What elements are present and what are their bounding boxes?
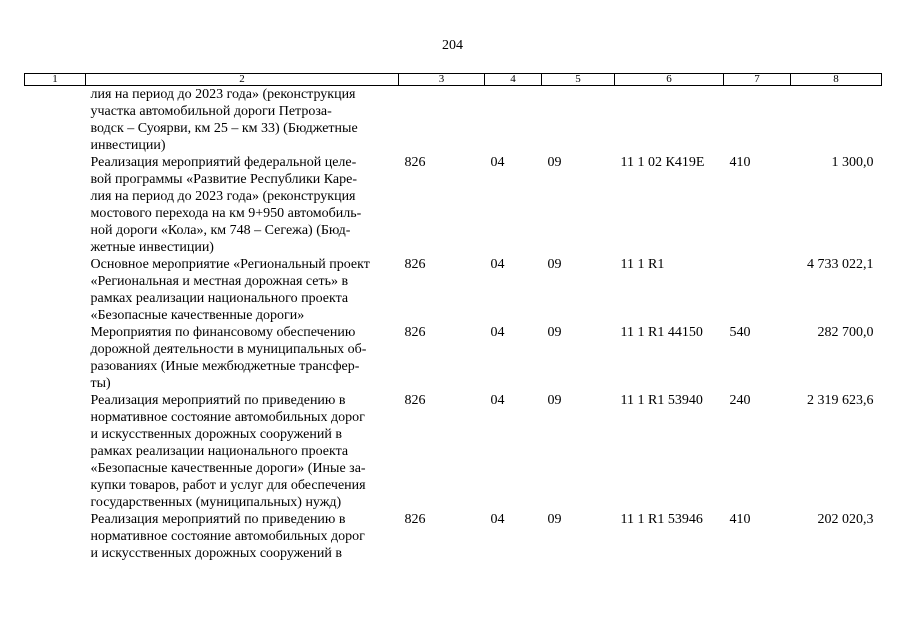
cell-subsection <box>542 86 615 155</box>
cell-section: 04 <box>490 325 505 340</box>
table-row <box>25 256 882 324</box>
cell-section <box>485 86 542 155</box>
cell-ministry-code: 826 <box>404 393 426 408</box>
cell-amount: 202 020,3 <box>817 512 874 527</box>
table-row <box>25 154 882 256</box>
cell-expense-type: 410 <box>729 155 751 170</box>
cell-target-article: 11 1 R1 44150 <box>620 325 703 340</box>
cell-ministry-code: 826 <box>404 155 426 170</box>
cell-section: 04 <box>490 155 505 170</box>
cell-amount: 4 733 022,1 <box>807 257 874 272</box>
cell-subsection: 09 <box>547 325 562 340</box>
cell-col1 <box>25 392 86 511</box>
cell-col1 <box>25 324 86 392</box>
cell-target-article: 11 1 R1 53946 <box>620 512 703 527</box>
column-number-row <box>25 74 882 86</box>
cell-target-article: 11 1 R1 <box>620 257 665 272</box>
cell-name: Реализация мероприятий по приведению в нормативное состояние автомобильных дорог и искусственных дорожных сооружений в рамках реализации национального проекта «Безопасные качественные дороги» (Иные за- купки товаров, работ и услуг для обеспечения государственных (муниципальных) нужд) <box>90 393 366 510</box>
cell-col1 <box>25 511 86 562</box>
cell-subsection: 09 <box>547 257 562 272</box>
cell-expense-type <box>724 86 791 155</box>
cell-section: 04 <box>490 393 505 408</box>
cell-amount: 1 300,0 <box>831 155 874 170</box>
column-header: 6 <box>615 74 724 86</box>
cell-expense-type <box>724 256 791 324</box>
cell-target-article: 11 1 02 К419Е <box>620 155 705 170</box>
table-row <box>25 511 882 562</box>
cell-ministry-code: 826 <box>404 325 426 340</box>
cell-subsection: 09 <box>547 512 562 527</box>
cell-ministry-code: 826 <box>404 257 426 272</box>
cell-ministry-code: 826 <box>404 512 426 527</box>
table-row <box>25 324 882 392</box>
cell-col1 <box>25 86 86 155</box>
cell-target-article <box>615 86 724 155</box>
cell-amount <box>791 86 882 155</box>
column-header: 7 <box>724 74 791 86</box>
cell-name: Основное мероприятие «Региональный проект «Региональная и местная дорожная сеть» в рамках реализации национального проекта «Безопасные качественные дороги» <box>90 257 370 323</box>
cell-section: 04 <box>490 512 505 527</box>
column-header: 5 <box>542 74 615 86</box>
cell-subsection: 09 <box>547 155 562 170</box>
cell-col1 <box>25 256 86 324</box>
column-header: 4 <box>485 74 542 86</box>
column-header: 2 <box>86 74 399 86</box>
page-number: 204 <box>442 38 463 53</box>
cell-expense-type: 240 <box>729 393 751 408</box>
cell-name: Реализация мероприятий по приведению в нормативное состояние автомобильных дорог и искусственных дорожных сооружений в <box>90 512 365 561</box>
table-row <box>25 86 882 155</box>
cell-amount: 2 319 623,6 <box>807 393 874 408</box>
cell-expense-type: 540 <box>729 325 751 340</box>
table-row <box>25 392 882 511</box>
cell-amount: 282 700,0 <box>817 325 874 340</box>
cell-col1 <box>25 154 86 256</box>
column-header: 1 <box>25 74 86 86</box>
column-header: 8 <box>791 74 882 86</box>
cell-target-article: 11 1 R1 53940 <box>620 393 703 408</box>
cell-expense-type: 410 <box>729 512 751 527</box>
cell-name: лия на период до 2023 года» (реконструкция участка автомобильной дороги Петроза- водск – Суоярви, км 25 – км 33) (Бюджетные инвестиции) <box>90 87 358 153</box>
cell-subsection: 09 <box>547 393 562 408</box>
cell-ministry-code <box>399 86 485 155</box>
cell-name: Реализация мероприятий федеральной целе- вой программы «Развитие Республики Каре- лия на период до 2023 года» (реконструкция мостового перехода на км 9+950 автомобиль- ной дороги «Кола», км 748 – Сегежа) (Бюд- жетные инвестиции) <box>90 155 362 255</box>
cell-name: Мероприятия по финансовому обеспечению дорожной деятельности в муниципальных об- разованиях (Иные межбюджетные трансфер- ты) <box>90 325 367 391</box>
column-header: 3 <box>399 74 485 86</box>
budget-table <box>24 73 882 562</box>
cell-section: 04 <box>490 257 505 272</box>
